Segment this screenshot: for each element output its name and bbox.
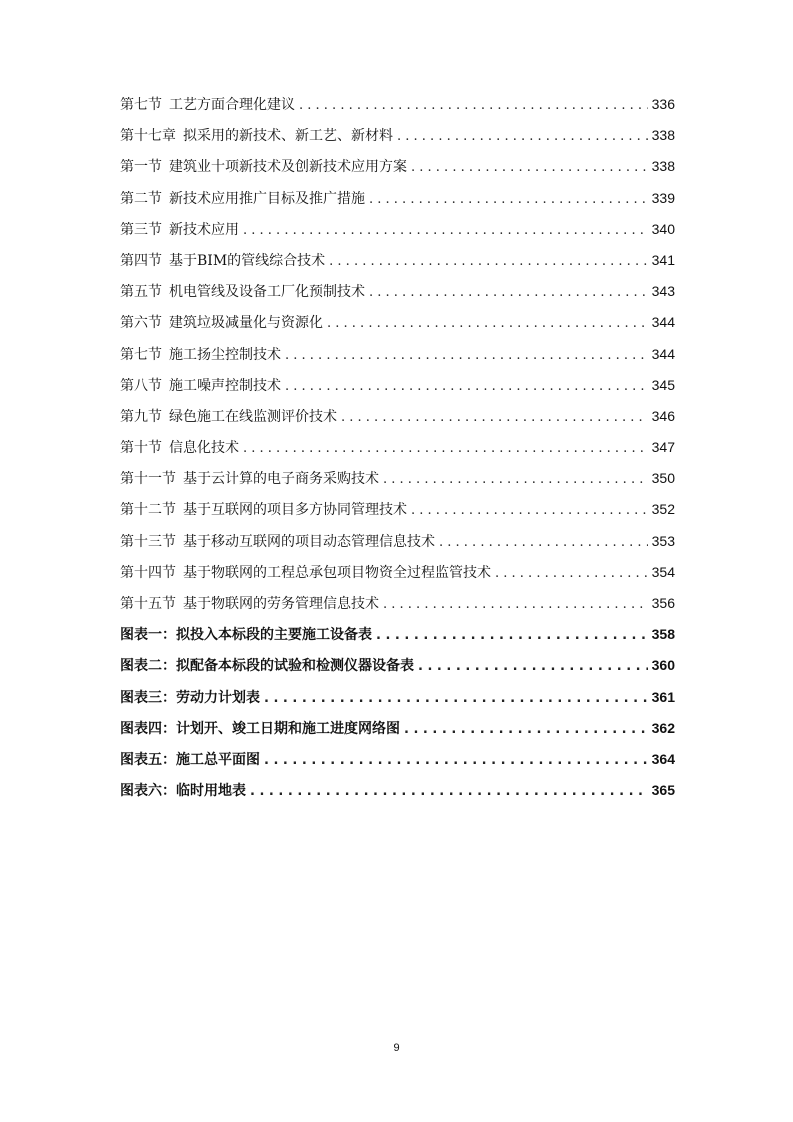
toc-entry-label: [120, 780, 246, 800]
toc-entry-page: 339: [651, 189, 675, 206]
toc-entry[interactable]: [120, 687, 675, 718]
toc-entry-section: 第六节: [120, 315, 162, 332]
toc-entry-label: [120, 312, 323, 332]
toc-entry-label: [120, 406, 337, 426]
toc-entry-label: [120, 499, 407, 519]
toc-dot-leader: [439, 535, 648, 550]
toc-entry-title: 基于物联网的工程总承包项目物资全过程监管技术: [183, 564, 491, 581]
toc-entry-page: 362: [651, 719, 675, 736]
toc-entry-page: 338: [651, 158, 675, 175]
toc-entry[interactable]: [120, 406, 675, 437]
toc-entry-page: 344: [651, 314, 675, 331]
toc-dot-leader: [369, 192, 648, 207]
toc-entry-title: 图表六：临时用地表: [120, 783, 246, 800]
toc-entry-title: 基于移动互联网的项目动态管理信息技术: [183, 533, 435, 550]
toc-dot-leader: [285, 348, 648, 363]
toc-entry-page: 350: [651, 470, 675, 487]
toc-entry-page: 345: [651, 376, 675, 393]
toc-dot-leader: [418, 659, 648, 674]
toc-entry-label: [120, 250, 325, 270]
toc-entry-title: 基于云计算的电子商务采购技术: [183, 471, 379, 488]
toc-entry[interactable]: [120, 718, 675, 749]
toc-entry-section: 第十五节: [120, 596, 176, 612]
toc-entry-title: 工艺方面合理化建议: [169, 97, 295, 113]
toc-entry-title: 信息化技术: [169, 440, 239, 457]
toc-entry-section: 第七节: [120, 346, 162, 363]
toc-entry[interactable]: [120, 468, 675, 499]
toc-dot-leader: [299, 98, 648, 113]
toc-dot-leader: [329, 254, 647, 269]
table-of-contents: [120, 94, 675, 811]
toc-entry-section: 第二节: [120, 190, 162, 207]
toc-entry-title: 图表三：劳动力计划表: [120, 689, 260, 706]
toc-entry-label: [120, 531, 435, 551]
toc-entry-section: 第一节: [120, 159, 162, 176]
toc-dot-leader: [383, 597, 648, 612]
toc-entry[interactable]: [120, 499, 675, 530]
toc-entry-title: 图表一：拟投入本标段的主要施工设备表: [120, 627, 372, 644]
toc-dot-leader: [411, 160, 648, 175]
toc-entry[interactable]: [120, 531, 675, 562]
toc-entry[interactable]: [120, 780, 675, 811]
toc-dot-leader: [264, 753, 648, 768]
toc-entry-label: [120, 125, 393, 145]
toc-entry-label: [120, 655, 414, 675]
toc-entry-section: 第十节: [120, 440, 162, 457]
toc-entry-section: 第十三节: [120, 533, 176, 550]
toc-entry-label: [120, 624, 372, 644]
toc-entry[interactable]: [120, 188, 675, 219]
toc-entry[interactable]: [120, 312, 675, 343]
toc-entry[interactable]: [120, 94, 675, 125]
toc-dot-leader: [341, 410, 648, 425]
toc-entry-page: 336: [651, 96, 675, 112]
toc-dot-leader: [383, 472, 648, 487]
page-number: 9: [393, 1042, 400, 1054]
toc-dot-leader: [285, 379, 648, 394]
toc-entry-page: 361: [651, 688, 675, 705]
toc-entry[interactable]: [120, 281, 675, 312]
toc-entry-title: 图表二：拟配备本标段的试验和检测仪器设备表: [120, 658, 414, 675]
toc-entry[interactable]: [120, 344, 675, 375]
toc-entry-page: 341: [651, 251, 675, 268]
toc-entry-title: 图表五：施工总平面图: [120, 751, 260, 768]
toc-entry-title: 建筑垃圾减量化与资源化: [169, 315, 323, 332]
toc-entry-page: 346: [651, 407, 675, 424]
toc-entry-label: [120, 94, 295, 114]
toc-entry-title: 拟采用的新技术、新工艺、新材料: [183, 128, 393, 145]
toc-entry-page: 354: [651, 563, 675, 580]
toc-entry-title: 图表四：计划开、竣工日期和施工进度网络图: [120, 720, 400, 737]
toc-entry-section: 第十四节: [120, 564, 176, 581]
toc-entry-page: 340: [651, 220, 675, 237]
toc-entry-title: 绿色施工在线监测评价技术: [169, 408, 337, 425]
toc-entry-label: [120, 344, 281, 364]
toc-entry-page: 343: [651, 283, 675, 300]
toc-entry[interactable]: [120, 125, 675, 156]
toc-entry-title: 新技术应用: [169, 221, 239, 238]
toc-entry[interactable]: [120, 624, 675, 655]
toc-entry[interactable]: [120, 219, 675, 250]
toc-entry-section: 第十二节: [120, 502, 176, 519]
toc-dot-leader: [404, 722, 648, 737]
toc-entry-label: [120, 468, 379, 488]
toc-entry-page: 356: [651, 595, 675, 611]
toc-entry-title: 建筑业十项新技术及创新技术应用方案: [169, 159, 407, 176]
toc-entry-section: 第三节: [120, 221, 162, 238]
toc-dot-leader: [264, 691, 648, 706]
toc-entry-label: [120, 562, 491, 582]
toc-entry-title: 基于物联网的劳务管理信息技术: [183, 596, 379, 612]
toc-dot-leader: [376, 628, 648, 643]
toc-entry-page: 360: [651, 657, 675, 674]
toc-entry-title: 基于互联网的项目多方协同管理技术: [183, 502, 407, 519]
toc-entry-section: 第四节: [120, 252, 162, 269]
toc-entry[interactable]: [120, 749, 675, 780]
toc-entry-page: 353: [651, 532, 675, 549]
toc-entry-page: 338: [651, 127, 675, 144]
toc-dot-leader: [411, 503, 648, 518]
toc-entry-label: [120, 375, 281, 395]
toc-entry-label: [120, 749, 260, 769]
toc-entry-page: 352: [651, 501, 675, 518]
toc-entry-label: [120, 188, 365, 208]
toc-entry[interactable]: [120, 562, 675, 593]
toc-entry-label: [120, 593, 379, 613]
toc-entry-section: 第十一节: [120, 471, 176, 488]
toc-dot-leader: [397, 129, 648, 144]
toc-entry-title: 新技术应用推广目标及推广措施: [169, 190, 365, 207]
toc-entry-label: [120, 281, 365, 301]
toc-entry-section: 第七节: [120, 97, 162, 113]
toc-entry[interactable]: [120, 593, 675, 624]
toc-dot-leader: [327, 316, 648, 331]
toc-entry-section: 第九节: [120, 408, 162, 425]
toc-dot-leader: [495, 566, 648, 581]
toc-entry[interactable]: [120, 655, 675, 686]
toc-entry-title: 基于BIM的管线综合技术: [169, 252, 326, 269]
toc-entry[interactable]: [120, 250, 675, 281]
toc-entry[interactable]: [120, 437, 675, 468]
toc-entry-page: 364: [651, 750, 675, 767]
toc-entry-label: [120, 718, 400, 738]
toc-entry-label: [120, 219, 239, 239]
toc-dot-leader: [250, 784, 648, 799]
toc-entry-label: [120, 156, 407, 176]
toc-entry-title: 施工扬尘控制技术: [169, 346, 281, 363]
toc-entry-label: [120, 437, 239, 457]
toc-entry-section: 第五节: [120, 284, 162, 301]
toc-dot-leader: [369, 285, 648, 300]
toc-entry-section: 第十七章: [120, 128, 176, 145]
toc-entry[interactable]: [120, 156, 675, 187]
toc-entry-title: 机电管线及设备工厂化预制技术: [169, 284, 365, 301]
toc-dot-leader: [243, 441, 648, 456]
toc-dot-leader: [243, 223, 648, 238]
toc-entry-section: 第八节: [120, 377, 162, 394]
toc-entry-title: 施工噪声控制技术: [169, 377, 281, 394]
toc-entry-label: [120, 687, 260, 707]
toc-entry[interactable]: [120, 375, 675, 406]
toc-entry-page: 358: [651, 626, 675, 643]
toc-entry-page: 365: [651, 782, 675, 799]
toc-entry-page: 347: [651, 439, 675, 456]
toc-entry-page: 344: [651, 345, 675, 362]
